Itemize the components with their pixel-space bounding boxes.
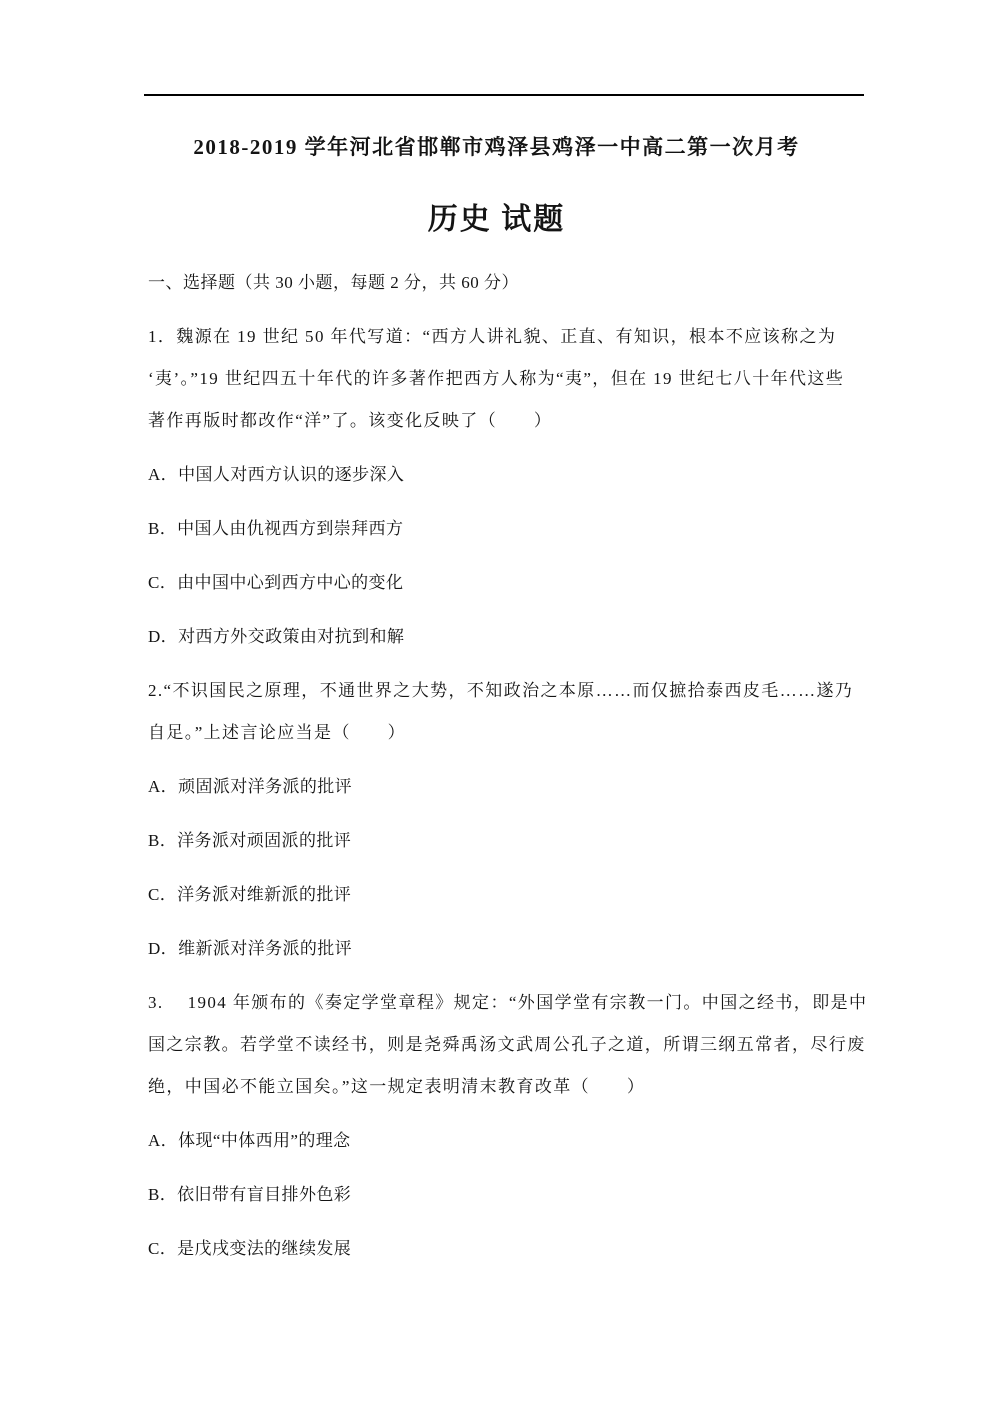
option-text: 洋务派对顽固派的批评 <box>177 831 352 850</box>
question-2 <box>148 670 873 970</box>
exam-session-title: 2018-2019 学年河北省邯郸市鸡泽县鸡泽一中高二第一次月考 <box>193 135 800 159</box>
exam-body <box>0 262 993 1270</box>
question-1 <box>148 316 873 658</box>
question-3-option-b <box>148 1174 873 1216</box>
option-label: A． <box>148 1131 179 1150</box>
option-row <box>148 562 873 604</box>
question-2-option-a <box>148 766 873 808</box>
stem-line: 绝，中国必不能立国矣。”这一规定表明清末教育改革（ ） <box>148 1077 646 1096</box>
option-label: B． <box>148 1185 178 1204</box>
option-row <box>148 1120 873 1162</box>
option-label: C． <box>148 885 178 904</box>
option-label: B． <box>148 831 178 850</box>
question-3-option-a <box>148 1120 873 1162</box>
option-label: C． <box>148 573 178 592</box>
option-text: 由中国中心到西方中心的变化 <box>177 573 404 592</box>
question-2-stem <box>148 670 873 754</box>
option-row <box>148 1228 873 1270</box>
stem-line: 著作再版时都改作“洋”了。该变化反映了（ ） <box>148 411 553 430</box>
option-row <box>148 820 873 862</box>
option-row <box>148 766 873 808</box>
stem-line: 1．魏源在 19 世纪 50 年代写道：“西方人讲礼貌、正直、有知识，根本不应该称之为 <box>148 327 837 346</box>
option-row <box>148 508 873 550</box>
question-1-option-c <box>148 562 873 604</box>
option-label: D． <box>148 627 179 646</box>
option-text: 体现“中体西用”的理念 <box>178 1131 351 1150</box>
option-row <box>148 616 873 658</box>
stem-line: 国之宗教。若学堂不读经书，则是尧舜禹汤文武周公孔子之道，所谓三纲五常者，尽行废 <box>148 1035 866 1054</box>
option-label: B． <box>148 519 178 538</box>
header-rule <box>144 94 864 96</box>
option-text: 顽固派对洋务派的批评 <box>178 777 353 796</box>
option-row <box>148 928 873 970</box>
stem-line: 2.“不识国民之原理，不通世界之大势，不知政治之本原……而仅摭拾泰西皮毛……遂乃 <box>148 681 854 700</box>
option-text: 中国人由仇视西方到崇拜西方 <box>177 519 404 538</box>
question-3-stem <box>148 982 873 1108</box>
stem-line: 3. 1904 年颁布的《奏定学堂章程》规定：“外国学堂有宗教一门。中国之经书，即是中 <box>148 993 868 1012</box>
question-1-stem <box>148 316 873 442</box>
option-row <box>148 874 873 916</box>
option-text: 中国人对西方认识的逐步深入 <box>178 465 405 484</box>
option-label: A． <box>148 465 179 484</box>
question-2-option-b <box>148 820 873 862</box>
option-text: 洋务派对维新派的批评 <box>177 885 352 904</box>
option-label: A． <box>148 777 179 796</box>
option-row <box>148 1174 873 1216</box>
option-label: D． <box>148 939 179 958</box>
option-label: C． <box>148 1239 178 1258</box>
question-1-option-b <box>148 508 873 550</box>
option-text: 对西方外交政策由对抗到和解 <box>178 627 405 646</box>
option-text: 依旧带有盲目排外色彩 <box>177 1185 352 1204</box>
question-3-option-c <box>148 1228 873 1270</box>
stem-line: 自足。”上述言论应当是（ ） <box>148 723 407 742</box>
section-header: 一、选择题（共 30 小题，每题 2 分，共 60 分） <box>148 273 519 292</box>
option-text: 是戊戌变法的继续发展 <box>177 1239 352 1258</box>
question-1-option-d <box>148 616 873 658</box>
question-3 <box>148 982 873 1270</box>
option-text: 维新派对洋务派的批评 <box>178 939 353 958</box>
subject-title: 历史 试题 <box>427 203 566 236</box>
question-2-option-d <box>148 928 873 970</box>
stem-line: ‘夷’。”19 世纪四五十年代的许多著作把西方人称为“夷”，但在 19 世纪七八十年代这些 <box>148 369 845 388</box>
question-2-option-c <box>148 874 873 916</box>
option-row <box>148 454 873 496</box>
question-1-option-a <box>148 454 873 496</box>
section-1-header-block <box>148 262 873 304</box>
